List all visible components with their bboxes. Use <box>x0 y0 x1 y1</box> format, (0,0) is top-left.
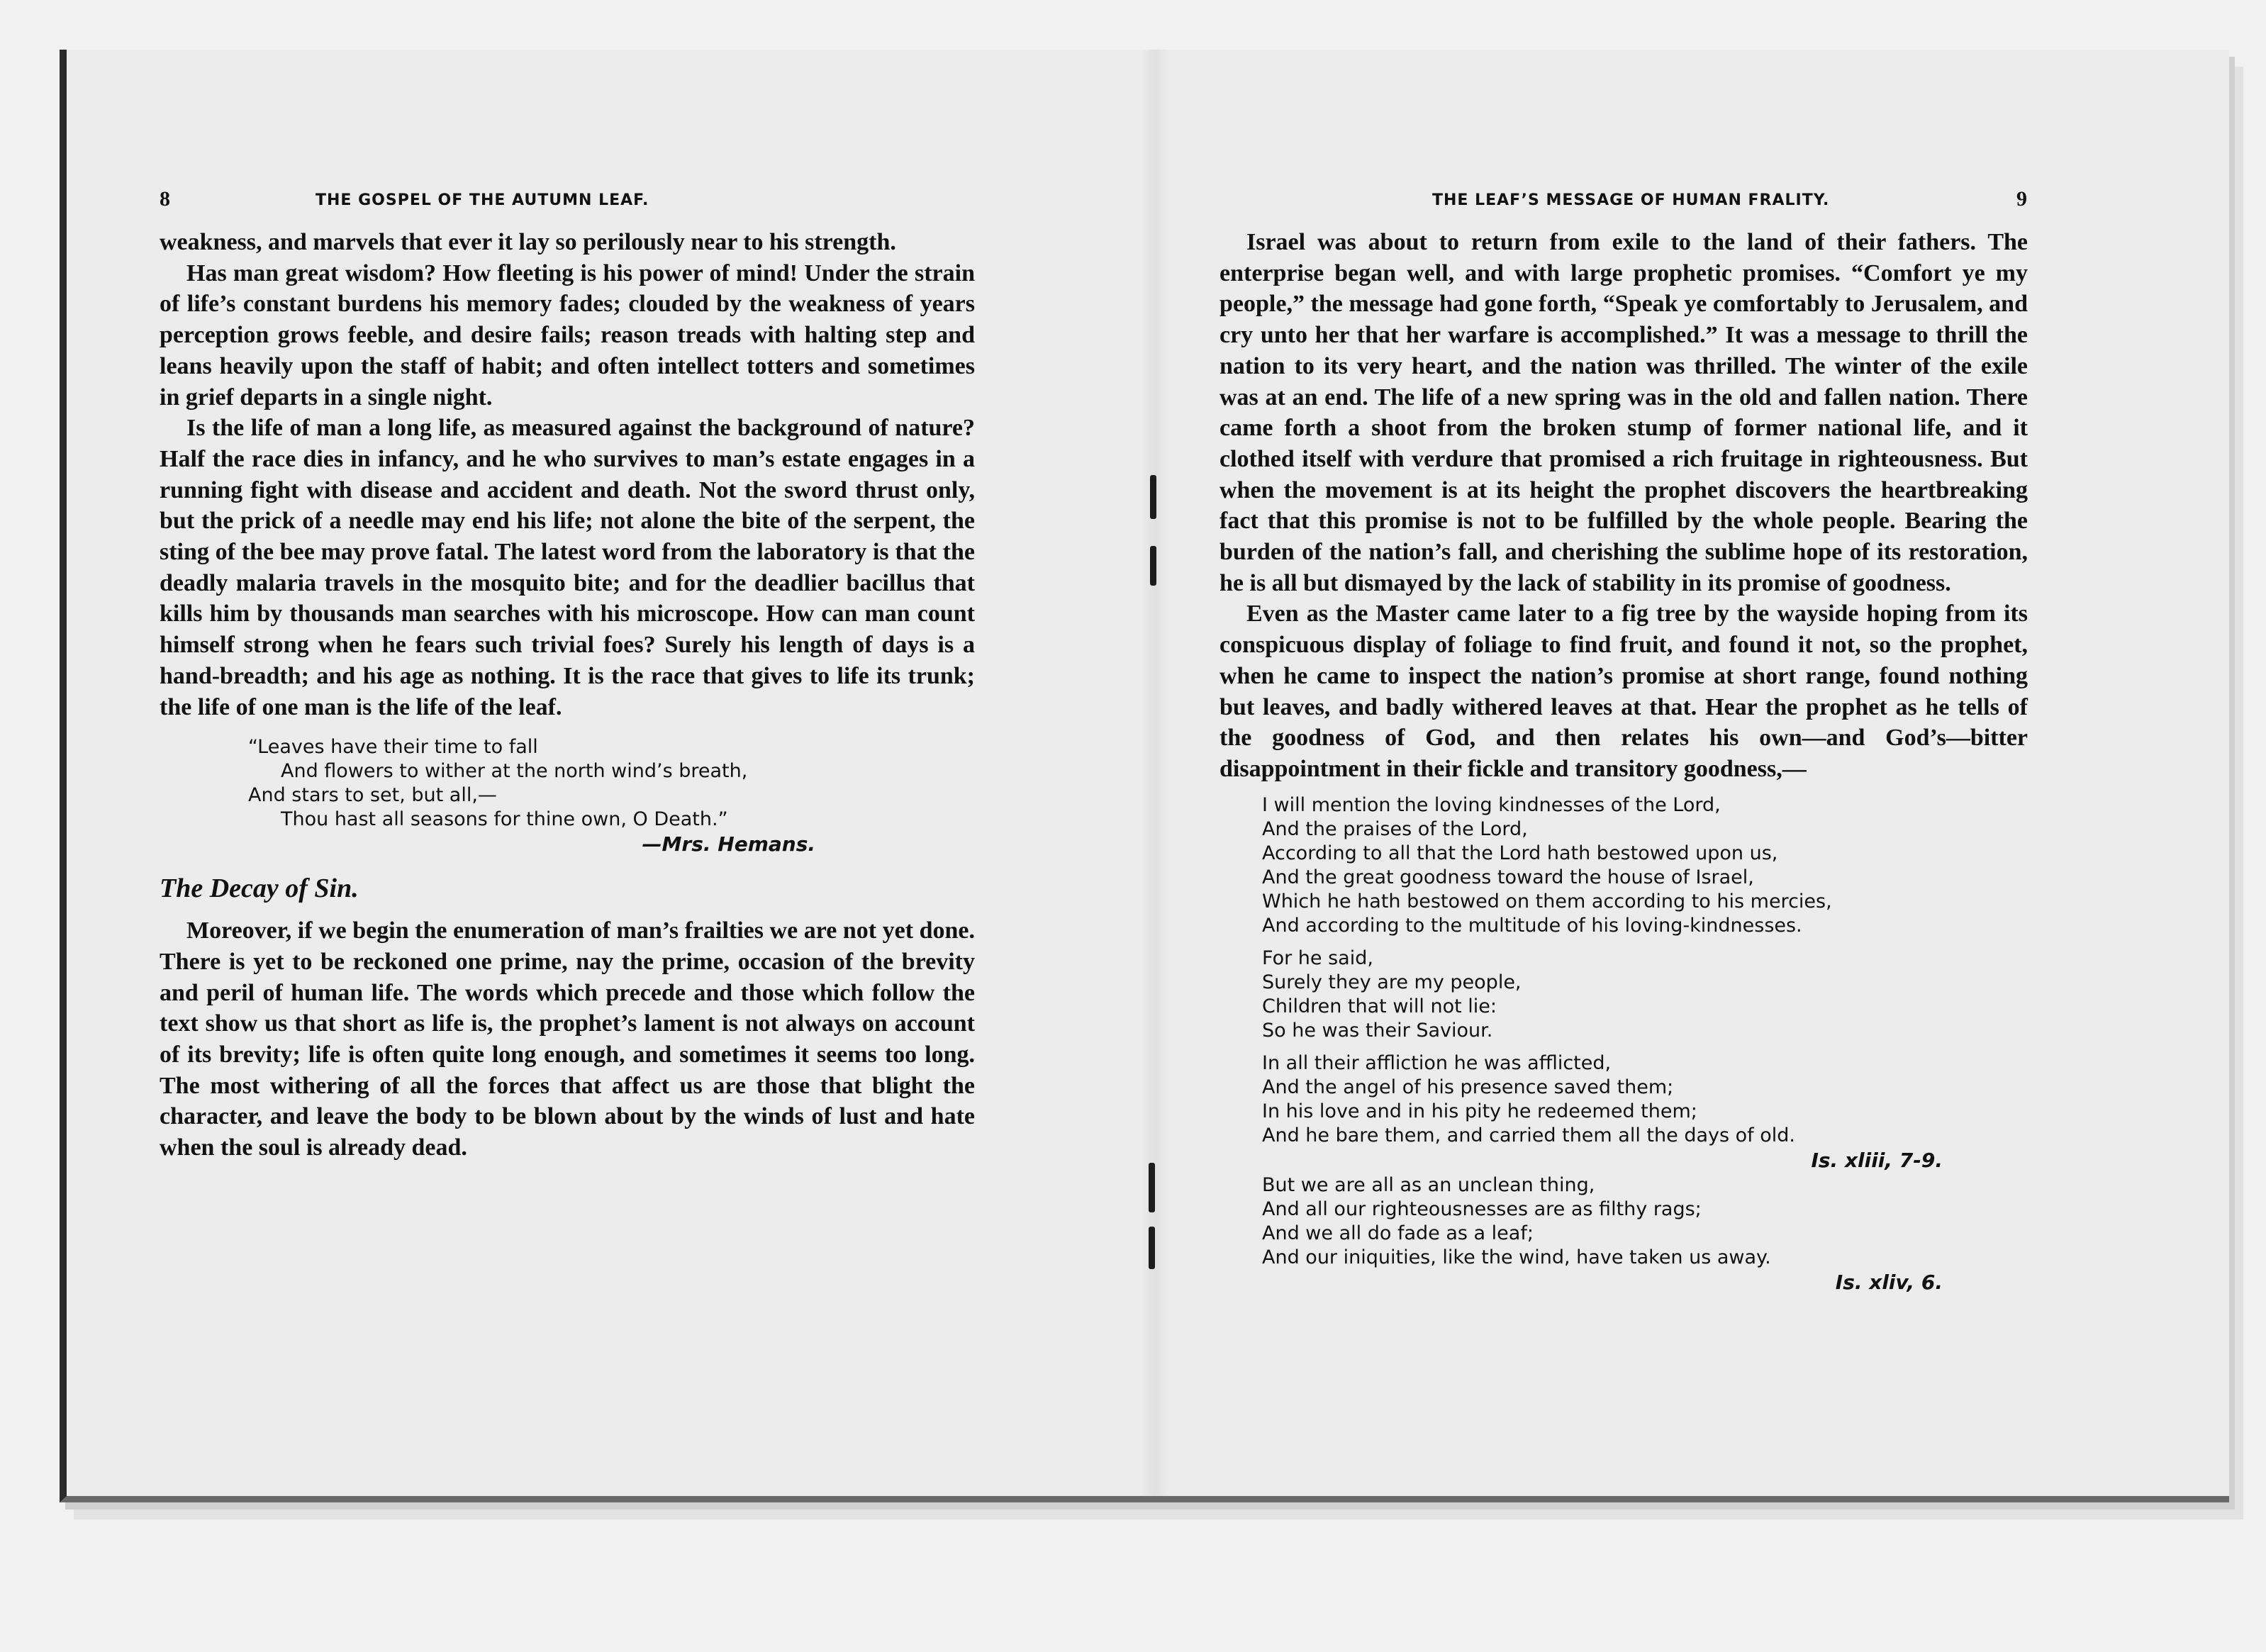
binding-stitch <box>1150 546 1156 586</box>
verse-line: In his love and in his pity he redeemed them; <box>1262 1100 1697 1122</box>
verse-line: Children that will not lie: <box>1262 995 1497 1017</box>
right-page <box>1219 187 2028 1295</box>
binding-stitch <box>1149 1227 1155 1269</box>
scripture-quote <box>1219 793 1943 1295</box>
verse-line: And all our righteousnesses are as filthy rags; <box>1262 1198 1702 1220</box>
poem-attribution: —Mrs. Hemans. <box>642 832 815 856</box>
poem-line: And flowers to wither at the north wind’s breath, <box>281 760 748 783</box>
left-page <box>160 187 975 1163</box>
verse-line: And according to the multitude of his loving-kindnesses. <box>1262 914 1802 937</box>
paragraph: Is the life of man a long life, as measured against the background of nature? Half the race dies in infancy, and he who survives to man’s estate engages in a running fight with disease and accident and death. Not the sword thrust only, but the prick of a needle may end his life; not alone the bite of the serpent, the sting of the bee may prove fatal. The latest word from the laboratory is that the deadly malaria travels in the mosquito bite; and for the deadlier bacillus that kills him by thousands man searches with his microscope. How can man count himself strong when he fears such trivial foes? Surely his length of days is a hand-breadth; and his age as nothing. It is the race that gives to life its trunk; the life of one man is the life of the leaf. <box>160 415 975 720</box>
paragraph: Even as the Master came later to a fig tree by the wayside hoping from its conspicuous display of foliage to find fruit, and found it not, so the prophet, when he came to inspect the nation’s promise at short range, found nothing but leaves, and badly withered leaves at that. Hear the prophet as he tells of the goodness of God, and then relates his own—and God’s—bitter disappointment in their fickle and transitory goodness,— <box>1219 601 2028 782</box>
verse-line: And the praises of the Lord, <box>1262 817 1528 840</box>
section-heading: The Decay of Sin. <box>160 874 359 904</box>
page-number: 9 <box>2016 187 2028 211</box>
right-running-head <box>1219 187 2028 227</box>
verse-line: And the angel of his presence saved them; <box>1262 1076 1674 1098</box>
binding-stitch <box>1150 475 1156 519</box>
poem-line: And stars to set, but all,— <box>248 784 497 807</box>
verse-line: And we all do fade as a leaf; <box>1262 1222 1534 1244</box>
poem-line: Thou hast all seasons for thine own, O Death.” <box>281 808 728 831</box>
running-head-title: THE LEAF’S MESSAGE OF HUMAN FRALITY. <box>1432 191 1830 209</box>
verse-line: So he was their Saviour. <box>1262 1019 1493 1042</box>
page-number: 8 <box>160 187 171 211</box>
verse-line: And he bare them, and carried them all the days of old. <box>1262 1124 1795 1146</box>
scripture-reference: Is. xliii, 7-9. <box>1811 1148 1943 1172</box>
left-running-head <box>160 187 975 227</box>
running-head-title: THE GOSPEL OF THE AUTUMN LEAF. <box>316 191 649 209</box>
verse-line: But we are all as an unclean thing, <box>1262 1173 1595 1196</box>
poem <box>160 735 815 857</box>
poem-line: “Leaves have their time to fall <box>248 736 538 759</box>
paragraph: Moreover, if we begin the enumeration of man’s frailties we are not yet done. There is yet to be reckoned one prime, nay the prime, occasion of the brevity and peril of human life. The words which precede and those which follow the text show us that short as life is, the prophet’s lament is not always on account of its brevity; life is often quite long enough, and sometimes it seems too long. The most withering of all the forces that affect us are those that blight the character, and leave the body to be blown about by the winds of lust and hate when the soul is already dead. <box>160 917 975 1161</box>
paragraph: Israel was about to return from exile to the land of their fathers. The enterprise began well, and with large prophetic promises. “Comfort ye my people,” the message had gone forth, “Speak ye comfortably to Jerusalem, and cry unto her that her warfare is accomplished.” It was a message to thrill the nation to its very heart, and the nation was thrilled. The winter of the exile was at an end. The life of a new spring was in the old and fallen nation. There came forth a shoot from the broken stump of former national life, and it clothed itself with verdure that promised a rich fruitage in righteousness. But when the movement is at its height the prophet discovers the heartbreaking fact that this promise is not to be fulfilled by the whole people. Bearing the burden of the nation’s fall, and cherishing the sublime hope of its restoration, he is all but dismayed by the lack of stability in its promise of goodness. <box>1219 229 2028 596</box>
verse-line: Which he hath bestowed on them according to his mercies, <box>1262 890 1832 912</box>
verse-line: In all their affliction he was afflicted, <box>1262 1051 1612 1074</box>
verse-line: According to all that the Lord hath bestowed upon us, <box>1262 842 1778 864</box>
paragraph: Has man great wisdom? How fleeting is his power of mind! Under the strain of life’s constant burdens his memory fades; clouded by the weakness of years perception grows feeble, and desire fails; reason treads with halting step and leans heavily upon the staff of habit; and often intellect totters and sometimes in grief departs in a single night. <box>160 259 975 411</box>
paragraph: weakness, and marvels that ever it lay so perilously near to his strength. <box>160 229 896 255</box>
verse-line: Surely they are my people, <box>1262 971 1522 993</box>
verse-line: And our iniquities, like the wind, have taken us away. <box>1262 1246 1771 1268</box>
book-gutter <box>1141 50 1169 1496</box>
verse-line: I will mention the loving kindnesses of the Lord, <box>1262 793 1721 816</box>
verse-line: For he said, <box>1262 947 1373 969</box>
binding-stitch <box>1149 1163 1155 1212</box>
scripture-reference: Is. xliv, 6. <box>1835 1270 1943 1294</box>
verse-line: And the great goodness toward the house of Israel, <box>1262 866 1754 888</box>
